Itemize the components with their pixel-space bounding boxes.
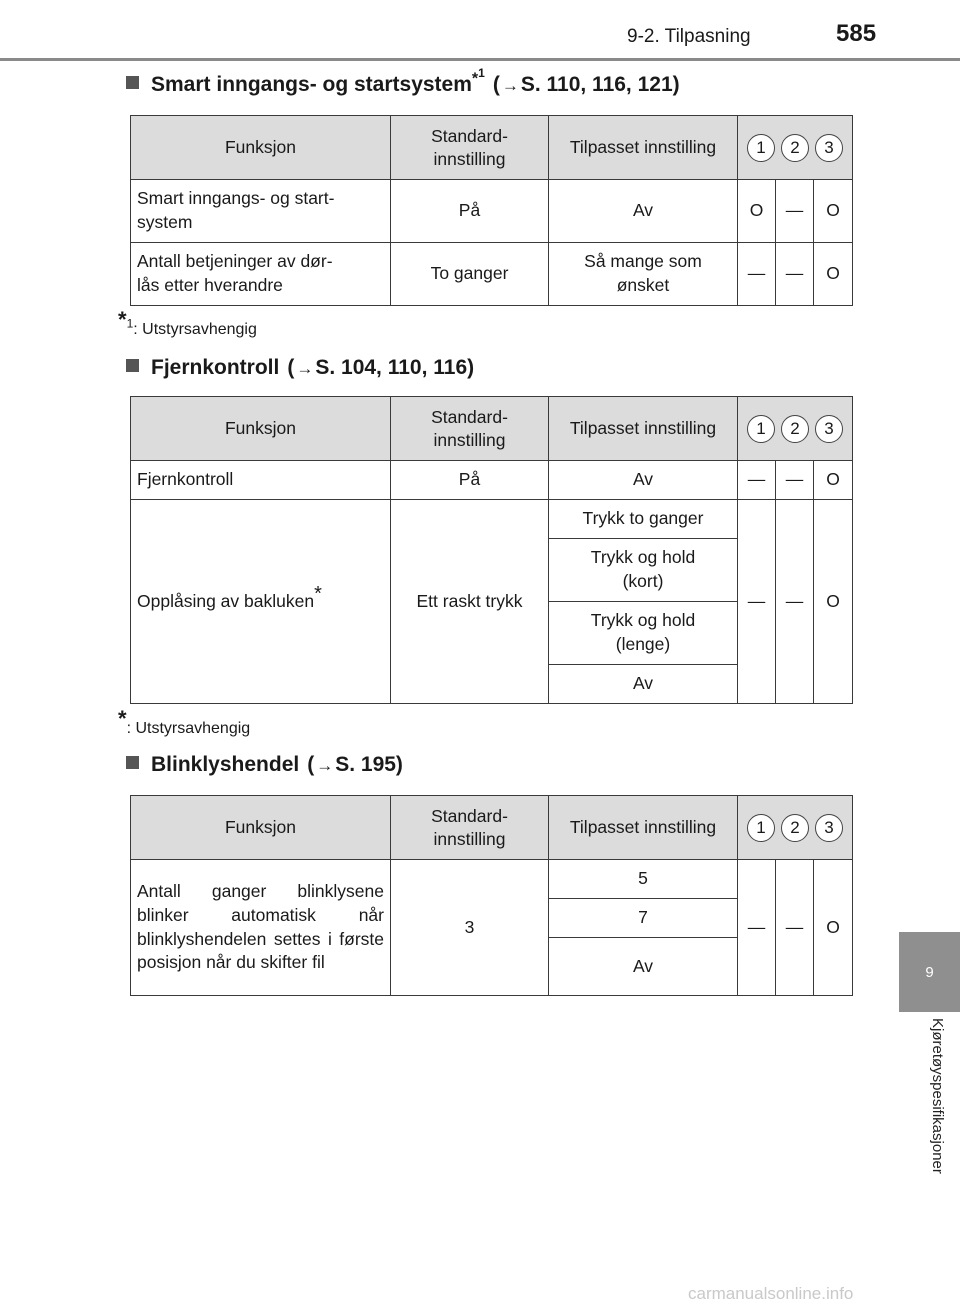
table-remote xyxy=(130,396,853,704)
column-header-tilpasset: Tilpasset innstilling xyxy=(549,397,738,461)
table-row: Antall ganger blinklysene blinker automatisk når blinklyshendelen settes i første posisjon når du skifter fil 3 5 — — O xyxy=(131,860,853,899)
chapter-tab xyxy=(899,932,960,1012)
table-row: 7 xyxy=(131,899,853,938)
column-header-standard: Standard- innstilling xyxy=(391,116,549,180)
column-header-funksjon: Funksjon xyxy=(131,116,391,180)
section-heading-smart-entry: Smart inngangs- og startsystem *$^1$ ( → S. 110, 116, 121) xyxy=(126,73,680,97)
column-header-standard: Standard- innstilling xyxy=(391,397,549,461)
table-row: Fjernkontroll På Av — — O xyxy=(131,461,853,500)
column-header-funksjon: Funksjon xyxy=(131,397,391,461)
page-reference-arrow-icon: → xyxy=(316,756,334,775)
page-reference-arrow-icon: → xyxy=(501,76,519,95)
table-row: Antall betjeninger av dør- lås etter hverandre To ganger Så mange som ønsket — — O xyxy=(131,243,853,306)
footnote: *$^1$: Utstyrsavhengig xyxy=(118,307,257,338)
circled-number-1: 1 xyxy=(747,814,775,842)
column-header-numbers xyxy=(738,116,853,180)
section-heading-turn-signal: Blinklyshendel ( → S. 195) xyxy=(126,753,403,777)
column-header-funksjon: Funksjon xyxy=(131,796,391,860)
table-row: Trykk og hold (kort) xyxy=(131,539,853,602)
circled-number-3: 3 xyxy=(815,814,843,842)
circled-number-2: 2 xyxy=(781,415,809,443)
chapter-number: 9 xyxy=(925,963,934,981)
heading-text: Smart inngangs- og startsystem xyxy=(151,73,472,96)
circled-number-2: 2 xyxy=(781,814,809,842)
table-row: Av xyxy=(131,938,853,996)
table-row: Smart inngangs- og start- system På Av O — O xyxy=(131,180,853,243)
page-reference[interactable]: S. 110, 116, 121) xyxy=(520,73,680,96)
circled-number-2: 2 xyxy=(781,134,809,162)
footnote: *: Utstyrsavhengig xyxy=(118,706,251,737)
table-row: Opplåsing av bakluken* Ett raskt trykk Trykk to ganger — — O xyxy=(131,500,853,539)
chapter-title: Kjøretøyspesifikasjoner xyxy=(929,1018,946,1174)
table-row: Trykk og hold (lenge) xyxy=(131,602,853,665)
header-divider xyxy=(0,58,960,61)
column-header-tilpasset: Tilpasset innstilling xyxy=(549,796,738,860)
heading-text: Blinklyshendel xyxy=(151,753,300,776)
column-header-standard: Standard- innstilling xyxy=(391,796,549,860)
bullet-square-icon xyxy=(126,76,139,89)
column-header-tilpasset: Tilpasset innstilling xyxy=(549,116,738,180)
footnote-mark: *$^1$ xyxy=(471,65,485,87)
watermark: carmanualsonline.info xyxy=(688,1284,854,1303)
page-number: 585 xyxy=(836,20,877,47)
heading-text: Fjernkontroll xyxy=(151,356,280,379)
table-smart-entry xyxy=(130,115,853,306)
section-heading-remote: Fjernkontroll ( → S. 104, 110, 116) xyxy=(126,356,474,380)
page-reference[interactable]: S. 104, 110, 116) xyxy=(315,356,475,379)
circled-number-1: 1 xyxy=(747,134,775,162)
circled-number-1: 1 xyxy=(747,415,775,443)
bullet-square-icon xyxy=(126,756,139,769)
page-reference[interactable]: S. 195) xyxy=(335,753,403,776)
column-header-numbers xyxy=(738,796,853,860)
section-title: 9-2. Tilpasning xyxy=(627,26,751,47)
table-row: Av xyxy=(131,665,853,704)
page-reference-arrow-icon: → xyxy=(296,359,314,378)
circled-number-3: 3 xyxy=(815,415,843,443)
table-turn-signal xyxy=(130,795,853,996)
column-header-numbers xyxy=(738,397,853,461)
circled-number-3: 3 xyxy=(815,134,843,162)
bullet-square-icon xyxy=(126,359,139,372)
